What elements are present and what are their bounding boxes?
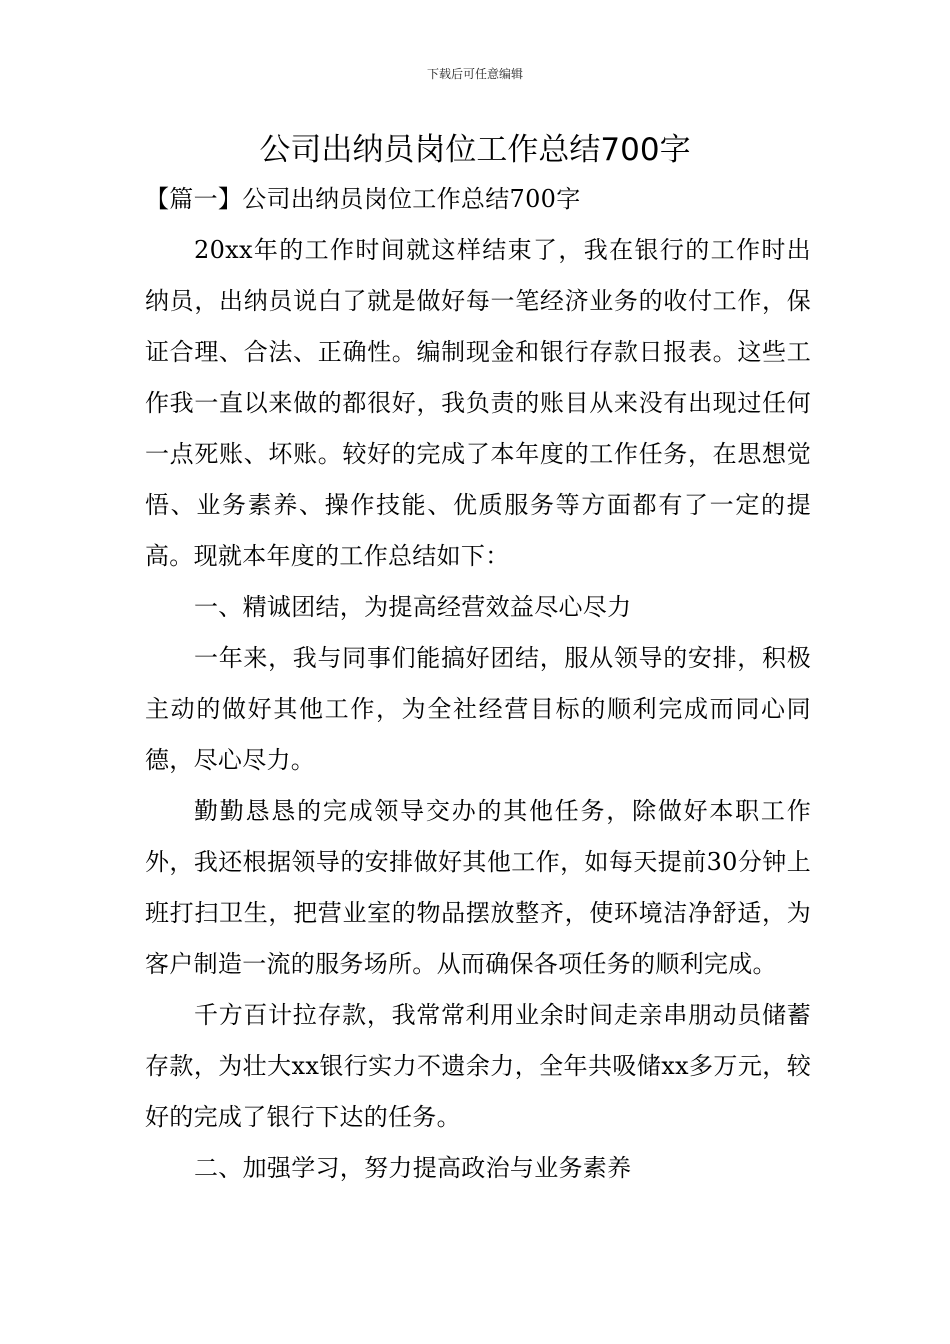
- paragraph-diligence: 勤勤恳恳的完成领导交办的其他任务，除做好本职工作外，我还根据领导的安排做好其他工作，如每天提前30分钟上班打扫卫生，把营业室的物品摆放整齐，使环境洁净舒适，为客户制造一流的服务场所。从而确保各项任务的顺利完成。: [145, 797, 811, 978]
- paragraph-deposits: 千方百计拉存款，我常常利用业余时间走亲串朋动员储蓄存款，为壮大xx银行实力不遗余力，全年共吸储xx多万元，较好的完成了银行下达的任务。: [145, 1001, 811, 1131]
- document-body: [145, 174, 811, 1194]
- heading-section-one: 一、精诚团结，为提高经营效益尽心尽力: [194, 593, 632, 621]
- heading-section-two: 二、加强学习，努力提高政治与业务素养: [194, 1154, 632, 1182]
- section-label: 【篇一】公司出纳员岗位工作总结700字: [145, 185, 581, 213]
- header-note: 下载后可任意编辑: [426, 67, 523, 81]
- document-title: 公司出纳员岗位工作总结700字: [259, 132, 691, 168]
- paragraph-unity: 一年来，我与同事们能搞好团结，服从领导的安排，积极主动的做好其他工作，为全社经营目标的顺利完成而同心同德，尽心尽力。: [145, 644, 811, 774]
- paragraph-intro: 20xx年的工作时间就这样结束了，我在银行的工作时出纳员，出纳员说白了就是做好每一笔经济业务的收付工作，保证合理、合法、正确性。编制现金和银行存款日报表。这些工作我一直以来做的都很好，我负责的账目从来没有出现过任何一点死账、坏账。较好的完成了本年度的工作任务，在思想觉悟、业务素养、操作技能、优质服务等方面都有了一定的提高。现就本年度的工作总结如下：: [145, 236, 811, 570]
